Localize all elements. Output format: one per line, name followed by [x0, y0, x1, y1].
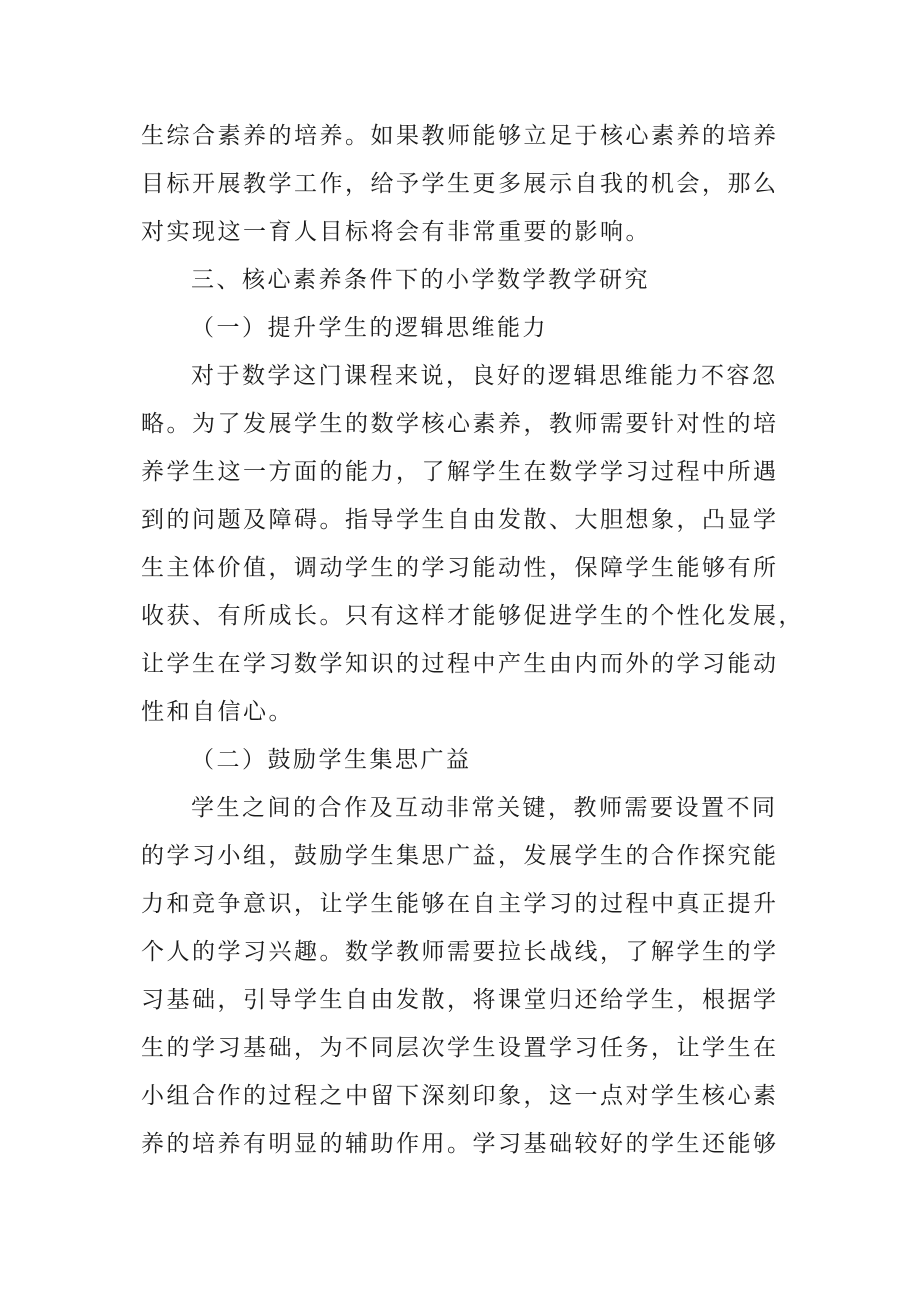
text-line: 性和自信心。 — [141, 699, 294, 725]
text-line: 学生之间的合作及互动非常关键，教师需要设置不同 — [191, 795, 778, 821]
text-line: 略。为了发展学生的数学核心素养，教师需要针对性的培 — [141, 411, 779, 437]
text-line: 让学生在学习数学知识的过程中产生由内而外的学习能动 — [141, 651, 779, 677]
text-line: 习基础，引导学生自由发散，将课堂归还给学生，根据学 — [141, 987, 779, 1013]
text-line: 目标开展教学工作，给予学生更多展示自我的机会，那么 — [141, 171, 779, 197]
text-line: 生综合素养的培养。如果教师能够立足于核心素养的培养 — [141, 123, 779, 149]
subsection-heading: （一）提升学生的逻辑思维能力 — [191, 315, 548, 341]
text-line: 对于数学这门课程来说，良好的逻辑思维能力不容忽 — [191, 363, 778, 389]
text-line: 到的问题及障碍。指导学生自由发散、大胆想象，凸显学 — [141, 507, 779, 533]
text-line: 生主体价值，调动学生的学习能动性，保障学生能够有所 — [141, 555, 779, 581]
text-line: 养学生这一方面的能力，了解学生在数学学习过程中所遇 — [141, 459, 779, 485]
subsection-heading: （二）鼓励学生集思广益 — [191, 747, 472, 773]
text-line: 对实现这一育人目标将会有非常重要的影响。 — [141, 219, 651, 245]
text-line: 的学习小组，鼓励学生集思广益，发展学生的合作探究能 — [141, 843, 779, 869]
text-line: 个人的学习兴趣。数学教师需要拉长战线，了解学生的学 — [141, 939, 779, 965]
text-line: 力和竞争意识，让学生能够在自主学习的过程中真正提升 — [141, 891, 779, 917]
section-heading: 三、核心素养条件下的小学数学教学研究 — [191, 267, 650, 293]
text-line: 收获、有所成长。只有这样才能够促进学生的个性化发展， — [141, 603, 804, 629]
text-line: 生的学习基础，为不同层次学生设置学习任务，让学生在 — [141, 1035, 779, 1061]
text-line: 小组合作的过程之中留下深刻印象，这一点对学生核心素 — [141, 1083, 779, 1109]
text-line: 养的培养有明显的辅助作用。学习基础较好的学生还能够 — [141, 1131, 779, 1157]
